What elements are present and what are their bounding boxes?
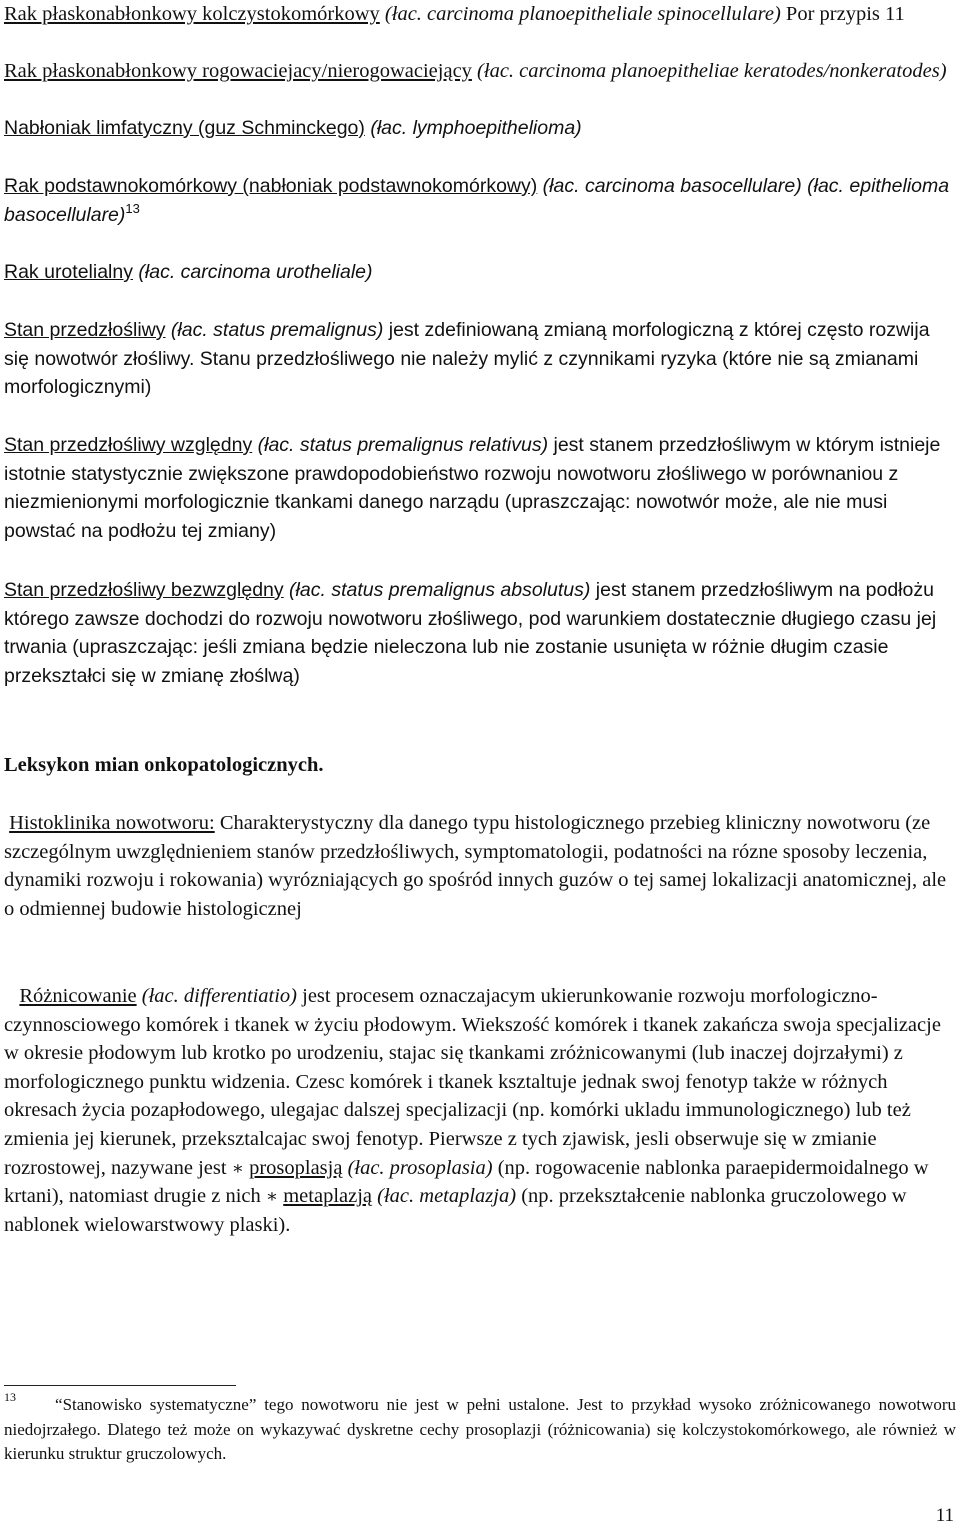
lac-urotelialny: (łac. carcinoma urotheliale)	[132, 261, 373, 283]
text-roznicowanie-1: jest procesem oznaczajacym ukierunkowanie rozwoju morfologiczno-czynnosciowego komórek i tkanek w życiu płodowym. Wiekszość komórek i tkanek zakańcza swoja specjalizacje w okresie płodowym lub krotko po urodzeniu, stajac się tkankami zróżnicowanymi (lub inaczej dojrzałymi) z morfologicznego punktu widzenia. Czesc komórek i tkanek ksztaltuje jednak swoj fenotyp także w różnych okresach życia pozapłodowego, ulegajac dalszej specjalizacji (np. komórki ukladu immunologicznego) lub też zmienia jej kierunek, przeksztalcajac swoj fenotyp. Pierwsze z tych zjawisk, jesli obserwuje się w zmianie rozrostowej, nazywane jest	[4, 985, 941, 1179]
lac-roznicowanie: (łac. differentiatio)	[136, 985, 297, 1007]
asterisk-icon: ∗	[265, 1186, 279, 1207]
text-histoklinika: Charakterystyczny dla danego typu histologicznego przebieg kliniczny nowotworu (ze szczególnym uwzględnieniem stanów przedzłośliwych, symptomatologii, podatności na rózne sposoby leczenia, dynamiki rozwoju i rokowania) wyrózniających go spośród innych guzów o tej samej lokalizacji anatomicznej, ale o odmiennej budowie histologicznej	[4, 812, 947, 920]
footnote-number: 13	[4, 1390, 16, 1404]
term-histoklinika: Histoklinika nowotworu:	[9, 812, 215, 834]
lac-kolczystokomorkowy: carcinoma planoepitheliale spinocellulare)	[427, 3, 781, 25]
lac-rogowaciejacy: (łac. carcinoma planoepitheliae keratodes/nonkeratodes)	[471, 60, 947, 82]
term-przedzlosliwy: Stan przedzłośliwy	[4, 319, 166, 341]
text-roznicowanie-2: (np. rogowacenie nablonka paraepidermoidalnego w krtani), natomiast drugie z nich	[4, 1156, 929, 1208]
footnote-ref-13[interactable]: 13	[125, 200, 140, 216]
lac-wzgledny: (łac. status premalignus relativus)	[252, 434, 549, 456]
asterisk-icon: ∗	[231, 1157, 244, 1178]
term-wzgledny: Stan przedzłośliwy względny	[4, 434, 253, 456]
term-bezwzgledny: Stan przedzłośliwy bezwzględny	[4, 579, 284, 601]
entry-wzgledny	[4, 431, 954, 545]
entry-przedzlosliwy	[4, 316, 954, 402]
text-wzgledny: jest stanem przedzłośliwym w którym istnieje istotnie statystycznie zwiększone prawdopodobieństwo rozwoju nowotworu złośliwego w porównaniou z niezmienionymi morfologicznie tkankami danego narządu (upraszczając: nowotwór może, ale nie musi powstać na podłożu tej zmiany)	[4, 434, 941, 542]
lac-podstawnokomorkowy: (łac. carcinoma basocellulare) (łac. epithelioma basocellulare)	[4, 175, 950, 226]
lac-metaplazja: (łac. metaplazja)	[372, 1185, 517, 1208]
text-bezwzgledny: jest stanem przedzłośliwym na podłożu którego zawsze dochodzi do rozwoju nowotworu złośliwego, pod warunkiem dostatecznie długiego czasu jej trwania (upraszczając: jeśli zmiana będzie nieleczona lub nie zostanie usunięta w różnie długim czasie przekształci się w zmianę złoślwą)	[4, 579, 937, 687]
lac-bezwzgledny: (łac. status premalignus absolutus)	[283, 579, 591, 601]
lac-przedzlosliwy: (łac. status premalignus)	[165, 319, 384, 341]
lac-limfatyczny: (łac. lymphoepithelioma)	[364, 117, 582, 139]
entry-histoklinika	[4, 809, 954, 923]
ref-kolczystokomorkowy: Por przypis 11	[780, 3, 905, 25]
term-kolczystokomorkowy: Rak płaskonabłonkowy kolczystokomórkowy	[4, 3, 380, 25]
term-rogowaciejacy: Rak płaskonabłonkowy rogowaciejacy/nierogowaciejący	[4, 60, 472, 82]
footnote-rule	[4, 1385, 236, 1386]
entry-rogowaciejacy	[4, 57, 954, 86]
footnote-text: “Stanowisko systematyczne” tego nowotworu nie jest w pełni ustalone. Jest to przykład wysoko zróżnicowanego nowotworu niedojrzałego. Dlatego też może on wykazywać dyskretne cechy prosoplazji (różnicowania) się kolczystokomórkowego, ale również w kierunku struktur gruczolowych.	[4, 1395, 957, 1463]
page-number: 11	[935, 1505, 954, 1526]
link-prosoplasja[interactable]: prosoplasją	[249, 1156, 343, 1179]
entry-kolczystokomorkowy	[4, 0, 954, 29]
text-przedzlosliwy: jest zdefiniowaną zmianą morfologiczną z której często rozwija się nowotwór złośliwy. Stanu przedzłośliwego nie należy mylić z czynnikami ryzyka (które nie są zmianami morfologicznymi)	[4, 319, 930, 399]
footnote	[4, 1390, 957, 1467]
section-heading: Leksykon mian onkopatologicznych.	[4, 754, 324, 776]
link-metaplazja[interactable]: metaplazją	[283, 1185, 373, 1208]
entry-urotelialny	[4, 258, 954, 287]
term-urotelialny: Rak urotelialny	[4, 261, 133, 283]
entry-podstawnokomorkowy	[4, 172, 954, 229]
entry-bezwzgledny	[4, 576, 954, 690]
term-podstawnokomorkowy: Rak podstawnokomórkowy (nabłoniak podstawnokomórkowy)	[4, 175, 538, 197]
text-roznicowanie-3: (np. przekształcenie nablonka gruczolowego w nablonek wielowarstwowy plaski).	[4, 1185, 907, 1236]
lac-prosoplasja: (łac. prosoplasia)	[342, 1156, 493, 1179]
lac-kolczystokomorkowy-open: (łac.	[384, 3, 428, 25]
term-limfatyczny: Nabłoniak limfatyczny (guz Schminckego)	[4, 117, 365, 139]
entry-roznicowanie	[4, 982, 954, 1239]
entry-limfatyczny	[4, 114, 954, 143]
term-roznicowanie: Różnicowanie	[19, 985, 137, 1007]
